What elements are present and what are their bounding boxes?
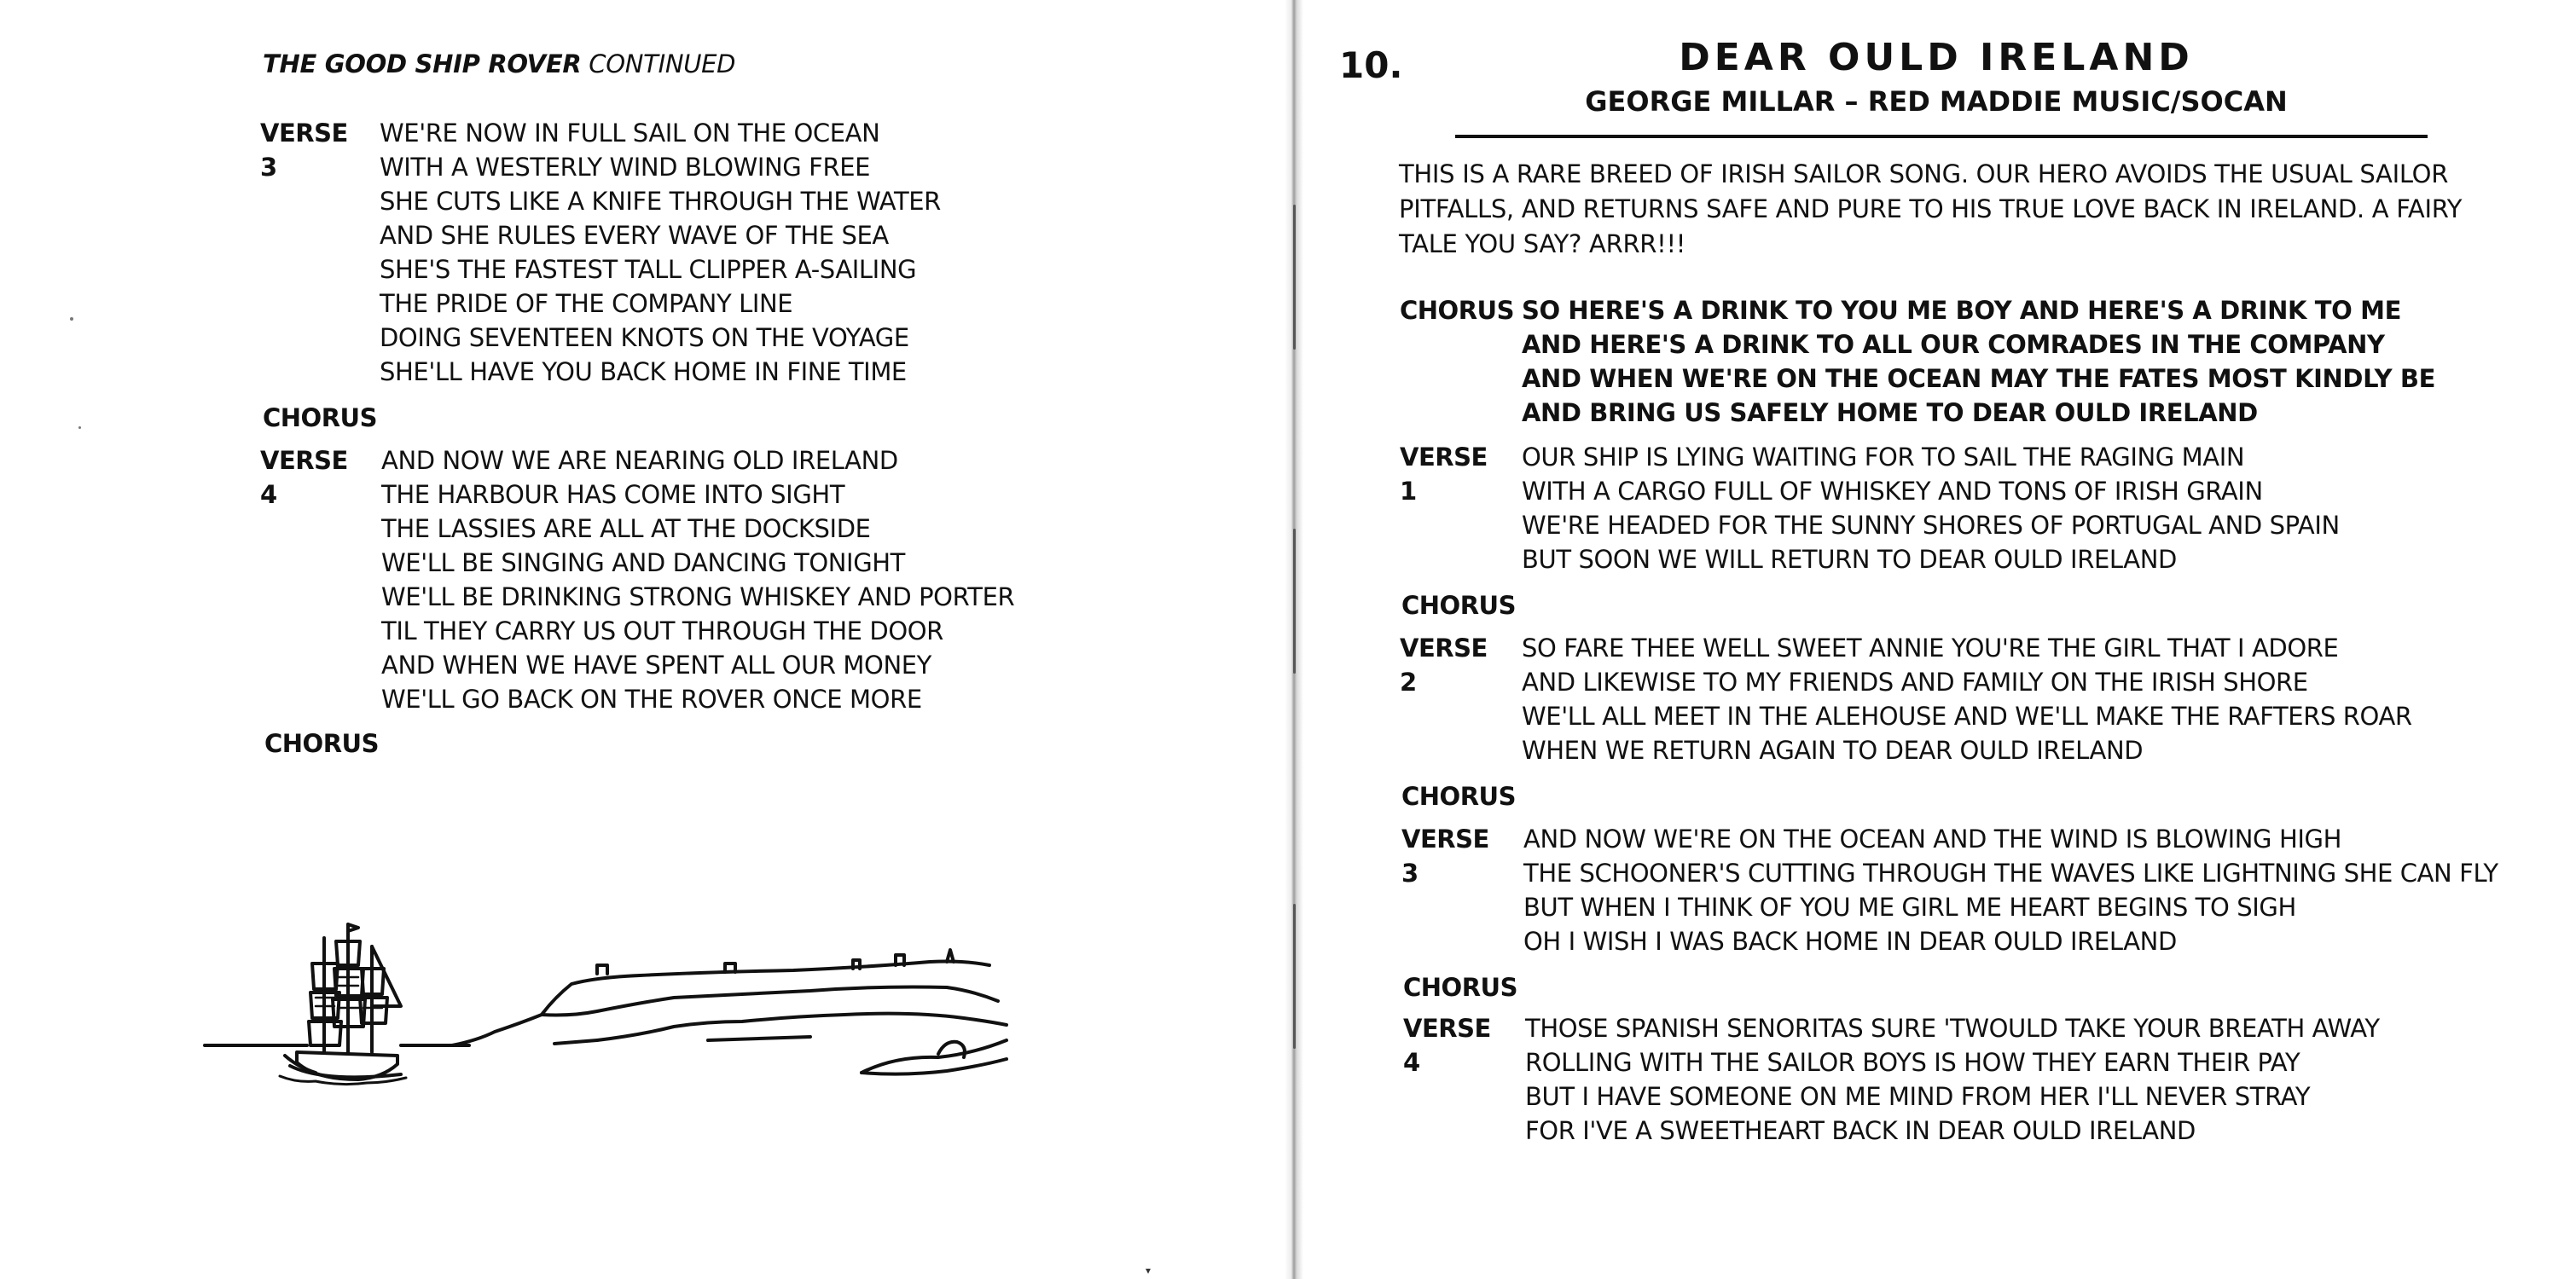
chorus-label: CHORUS: [1401, 782, 1516, 811]
lyric-line: WE'RE HEADED FOR THE SUNNY SHORES OF PORTUGAL AND SPAIN: [1522, 511, 2340, 540]
verse-label: VERSE 4: [260, 446, 348, 509]
lyric-line: SO HERE'S A DRINK TO YOU ME BOY AND HERE'S A DRINK TO ME: [1522, 296, 2402, 325]
lyric-line: TIL THEY CARRY US OUT THROUGH THE DOOR: [381, 616, 943, 645]
lyric-line: BUT WHEN I THINK OF YOU ME GIRL ME HEART BEGINS TO SIGH: [1523, 893, 2296, 922]
lyric-line: WE'LL GO BACK ON THE ROVER ONCE MORE: [381, 685, 922, 714]
song-intro: [1399, 157, 2508, 262]
verse-lines: [381, 443, 1014, 716]
sailing-ship-coastline-icon: [196, 912, 1015, 1134]
running-head-suffix: CONTINUED: [581, 49, 736, 78]
lyric-line: WE'LL BE DRINKING STRONG WHISKEY AND PORTER: [381, 582, 1015, 611]
lyric-line: WE'LL ALL MEET IN THE ALEHOUSE AND WE'LL MAKE THE RAFTERS ROAR: [1522, 702, 2412, 731]
running-head: [263, 49, 735, 78]
lyric-line: AND HERE'S A DRINK TO ALL OUR COMRADES IN THE COMPANY: [1522, 330, 2385, 359]
lyric-line: SHE'LL HAVE YOU BACK HOME IN FINE TIME: [380, 357, 907, 386]
track-number: 10.: [1339, 44, 1403, 86]
lyric-line: OUR SHIP IS LYING WAITING FOR TO SAIL THE RAGING MAIN: [1522, 443, 2245, 472]
lyric-line: WE'LL BE SINGING AND DANCING TONIGHT: [381, 548, 905, 577]
verse-label: VERSE 3: [260, 119, 348, 182]
lyric-line: WITH A WESTERLY WIND BLOWING FREE: [380, 153, 871, 182]
intro-line: TALE YOU SAY? ARRR!!!: [1399, 229, 1686, 258]
lyric-line: ROLLING WITH THE SAILOR BOYS IS HOW THEY EARN THEIR PAY: [1525, 1048, 2300, 1077]
intro-line: PITFALLS, AND RETURNS SAFE AND PURE TO HIS TRUE LOVE BACK IN IRELAND. A FAIRY: [1399, 194, 2463, 223]
lyric-line: WITH A CARGO FULL OF WHISKEY AND TONS OF IRISH GRAIN: [1522, 477, 2263, 506]
lyric-line: OH I WISH I WAS BACK HOME IN DEAR OULD IRELAND: [1523, 927, 2177, 956]
lyric-line: AND BRING US SAFELY HOME TO DEAR OULD IRELAND: [1522, 398, 2258, 427]
lyric-line: WE'RE NOW IN FULL SAIL ON THE OCEAN: [380, 119, 880, 148]
chorus-label: CHORUS: [1401, 591, 1516, 620]
lyric-line: THE PRIDE OF THE COMPANY LINE: [380, 289, 793, 318]
speck: [70, 317, 73, 321]
lyric-line: DOING SEVENTEEN KNOTS ON THE VOYAGE: [380, 323, 909, 352]
spine-stitch: [1293, 904, 1296, 1049]
verse-label: VERSE 2: [1400, 634, 1488, 697]
lyric-line: BUT SOON WE WILL RETURN TO DEAR OULD IRELAND: [1522, 545, 2177, 574]
lyric-line: THE HARBOUR HAS COME INTO SIGHT: [381, 480, 845, 509]
lyric-line: SHE CUTS LIKE A KNIFE THROUGH THE WATER: [380, 187, 941, 216]
lyric-line: THE LASSIES ARE ALL AT THE DOCKSIDE: [381, 514, 871, 543]
verse-label: VERSE 1: [1400, 443, 1488, 506]
verse-lines: [1523, 822, 2498, 958]
verse-lines: [380, 116, 941, 389]
song-credit: GEORGE MILLAR – RED MADDIE MUSIC/SOCAN: [1585, 85, 2288, 118]
lyric-line: AND WHEN WE'RE ON THE OCEAN MAY THE FATES MOST KINDLY BE: [1522, 364, 2436, 393]
lyric-line: AND LIKEWISE TO MY FRIENDS AND FAMILY ON THE IRISH SHORE: [1522, 668, 2308, 697]
spine-stitch: [1293, 529, 1296, 674]
lyric-line: SHE'S THE FASTEST TALL CLIPPER A-SAILING: [380, 255, 917, 284]
verse-lines: [1522, 440, 2340, 576]
lyric-line: WHEN WE RETURN AGAIN TO DEAR OULD IRELAND: [1522, 736, 2144, 765]
chorus-label: CHORUS: [1400, 296, 1514, 325]
verse-lines: [1525, 1011, 2380, 1148]
lyric-line: THE SCHOONER'S CUTTING THROUGH THE WAVES LIKE LIGHTNING SHE CAN FLY: [1523, 859, 2498, 888]
chorus-lines: [1522, 293, 2435, 430]
chorus-label: CHORUS: [1403, 973, 1517, 1002]
verse-lines: [1522, 631, 2412, 767]
speck: [78, 426, 81, 429]
lyric-line: FOR I'VE A SWEETHEART BACK IN DEAR OULD IRELAND: [1525, 1116, 2196, 1145]
lyric-line: BUT I HAVE SOMEONE ON ME MIND FROM HER I'LL NEVER STRAY: [1525, 1082, 2311, 1111]
running-head-title: THE GOOD SHIP ROVER: [263, 49, 582, 78]
spine-stitch: [1293, 205, 1296, 350]
verse-label: VERSE 3: [1401, 825, 1489, 888]
lyric-line: AND NOW WE'RE ON THE OCEAN AND THE WIND IS BLOWING HIGH: [1523, 825, 2341, 854]
lyric-line: AND SHE RULES EVERY WAVE OF THE SEA: [380, 221, 889, 250]
chorus-label: CHORUS: [264, 729, 379, 758]
title-divider: [1455, 135, 2428, 138]
lyric-line: SO FARE THEE WELL SWEET ANNIE YOU'RE THE GIRL THAT I ADORE: [1522, 634, 2339, 663]
song-title: DEAR OULD IRELAND: [1679, 36, 2194, 79]
lyric-line: AND NOW WE ARE NEARING OLD IRELAND: [381, 446, 898, 475]
speck-mark: ▾: [1146, 1265, 1152, 1276]
chorus-label: CHORUS: [263, 403, 377, 432]
verse-label: VERSE 4: [1403, 1014, 1491, 1077]
lyric-line: AND WHEN WE HAVE SPENT ALL OUR MONEY: [381, 651, 931, 680]
intro-line: THIS IS A RARE BREED OF IRISH SAILOR SONG. OUR HERO AVOIDS THE USUAL SAILOR: [1399, 159, 2449, 188]
lyric-line: THOSE SPANISH SENORITAS SURE 'TWOULD TAKE YOUR BREATH AWAY: [1525, 1014, 2380, 1043]
